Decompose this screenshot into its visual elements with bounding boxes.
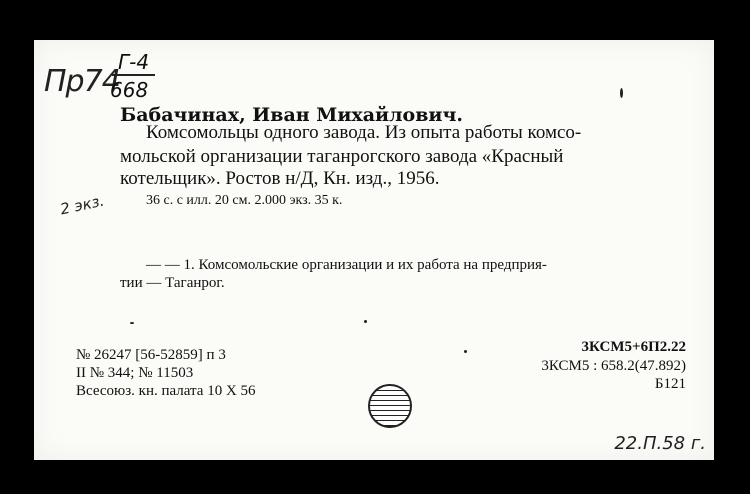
- scan-speck: [620, 88, 623, 98]
- author-heading: Бабачинах, Иван Михайлович.: [120, 104, 464, 126]
- scan-speck: [130, 322, 134, 324]
- card-punch-hole: [368, 384, 412, 428]
- scan-speck: [464, 350, 467, 353]
- handwritten-fraction-top: Г-4: [112, 50, 155, 76]
- subject-heading-line-2: тии — Таганрог.: [120, 275, 225, 291]
- classification-line-2: 3КСМ5 : 658.2(47.892): [541, 358, 686, 374]
- subject-heading-line-1: — — 1. Комсомольские организации и их работа на предприя-: [146, 257, 547, 273]
- registration-line-3: Всесоюз. кн. палата 10 X 56: [76, 383, 256, 399]
- registration-line-2: II № 344; № 11503: [76, 365, 194, 381]
- handwritten-bottom-note: 22.П.58 г.: [614, 433, 706, 454]
- scan-speck: [364, 320, 367, 323]
- classification-line-3: Б121: [654, 376, 686, 392]
- title-line-2: мольской организации таганрогского завода «Красный: [120, 146, 564, 167]
- title-line-1: Комсомольцы одного завода. Из опыта работы комсо-: [146, 122, 582, 143]
- classification-line-1: 3КСМ5+6П2.22: [581, 339, 686, 355]
- catalog-card: [34, 40, 714, 460]
- registration-line-1: № 26247 [56-52859] п 3: [76, 347, 226, 363]
- handwritten-shelfmark: Пр74: [44, 64, 120, 99]
- title-line-3: котельщик». Ростов н/Д, Кн. изд., 1956.: [120, 168, 440, 189]
- collation-line: 36 с. с илл. 20 см. 2.000 экз. 35 к.: [146, 193, 343, 208]
- handwritten-copies-note: 2 экз.: [58, 191, 106, 219]
- handwritten-fraction-bottom: 668: [110, 78, 149, 102]
